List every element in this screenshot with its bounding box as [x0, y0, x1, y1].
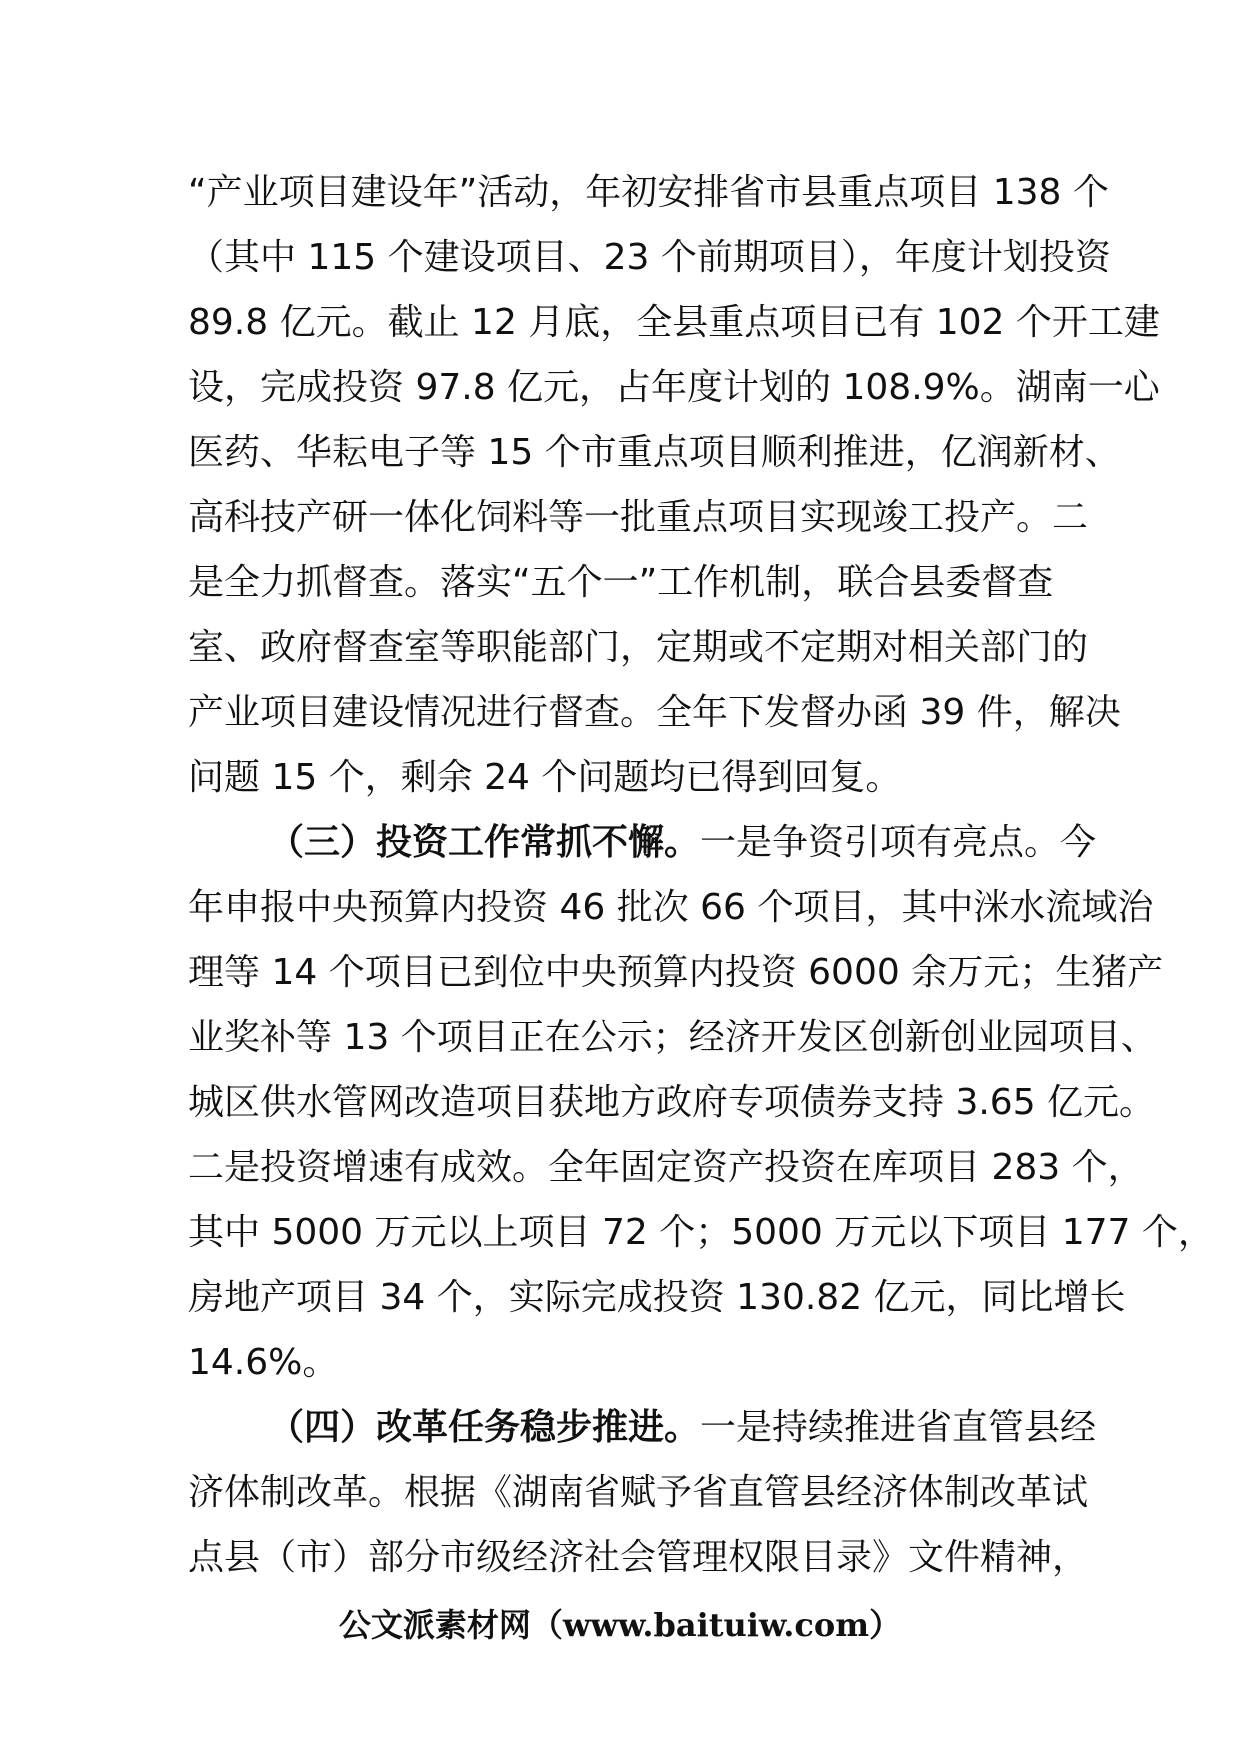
page-footer: 公文派素材网（www.baituiw.com）	[338, 1606, 902, 1644]
line-text: 一是争资引项有亮点。今	[700, 822, 1097, 863]
line-text: 点县（市）部分市级经济社会管理权限目录》文件精神，	[188, 1537, 1089, 1578]
line-text: 理等 14 个项目已到位中央预算内投资 6000 余万元；生猪产	[188, 952, 1164, 993]
text-line	[188, 1200, 1214, 1265]
text-line	[188, 745, 1068, 810]
text-line	[188, 290, 1160, 355]
line-text: 问题 15 个，剩余 24 个问题均已得到回复。	[188, 757, 902, 798]
line-text: 14.6%。	[188, 1342, 339, 1383]
text-line	[188, 160, 1109, 225]
text-line	[188, 875, 1154, 940]
line-text: 89.8 亿元。截止 12 月底，全县重点项目已有 102 个开工建	[188, 302, 1160, 343]
line-text: “产业项目建设年”活动，年初安排省市县重点项目 138 个	[188, 172, 1109, 213]
text-line	[188, 680, 1121, 745]
line-text: 是全力抓督查。落实“五个一”工作机制，联合县委督查	[188, 562, 1054, 603]
line-text: 房地产项目 34 个，实际完成投资 130.82 亿元，同比增长	[188, 1277, 1126, 1318]
line-text: 济体制改革。根据《湖南省赋予省直管县经济体制改革试	[188, 1472, 1089, 1513]
text-line	[188, 355, 1160, 420]
text-line	[188, 1460, 1089, 1525]
line-text: 二是投资增速有成效。全年固定资产投资在库项目 283 个，	[188, 1147, 1144, 1188]
line-text: 城区供水管网改造项目获地方政府专项债券支持 3.65 亿元。	[188, 1082, 1156, 1123]
line-text: 一是持续推进省直管县经	[700, 1407, 1097, 1448]
section-heading-line	[188, 810, 1097, 875]
text-line	[188, 1330, 1068, 1395]
text-line	[188, 1135, 1144, 1200]
line-text: （其中 115 个建设项目、23 个前期项目），年度计划投资	[188, 237, 1111, 278]
text-line	[188, 1070, 1156, 1135]
line-text: 高科技产研一体化饲料等一批重点项目实现竣工投产。二	[188, 497, 1089, 538]
section-heading-line	[188, 1395, 1097, 1460]
line-text: 室、政府督查室等职能部门，定期或不定期对相关部门的	[188, 627, 1089, 668]
text-line	[188, 1525, 1089, 1590]
text-line	[188, 485, 1089, 550]
line-text: 业奖补等 13 个项目正在公示；经济开发区创新创业园项目、	[188, 1017, 1157, 1058]
line-text: 年申报中央预算内投资 46 批次 66 个项目，其中洣水流域治	[188, 887, 1154, 928]
section-heading: （三）投资工作常抓不懈。	[268, 822, 701, 863]
text-line	[188, 1005, 1157, 1070]
line-text: 其中 5000 万元以上项目 72 个；5000 万元以下项目 177 个，	[188, 1212, 1214, 1253]
text-line	[188, 550, 1068, 615]
text-line	[188, 1265, 1126, 1330]
text-line	[188, 420, 1121, 485]
line-text: 产业项目建设情况进行督查。全年下发督办函 39 件，解决	[188, 692, 1121, 733]
document-body	[188, 160, 1214, 1590]
text-line	[188, 225, 1111, 290]
text-line	[188, 940, 1164, 1005]
line-text: 医药、华耘电子等 15 个市重点项目顺利推进，亿润新材、	[188, 432, 1121, 473]
section-heading: （四）改革任务稳步推进。	[268, 1407, 701, 1448]
line-text: 设，完成投资 97.8 亿元，占年度计划的 108.9%。湖南一心	[188, 367, 1160, 408]
text-line	[188, 615, 1089, 680]
